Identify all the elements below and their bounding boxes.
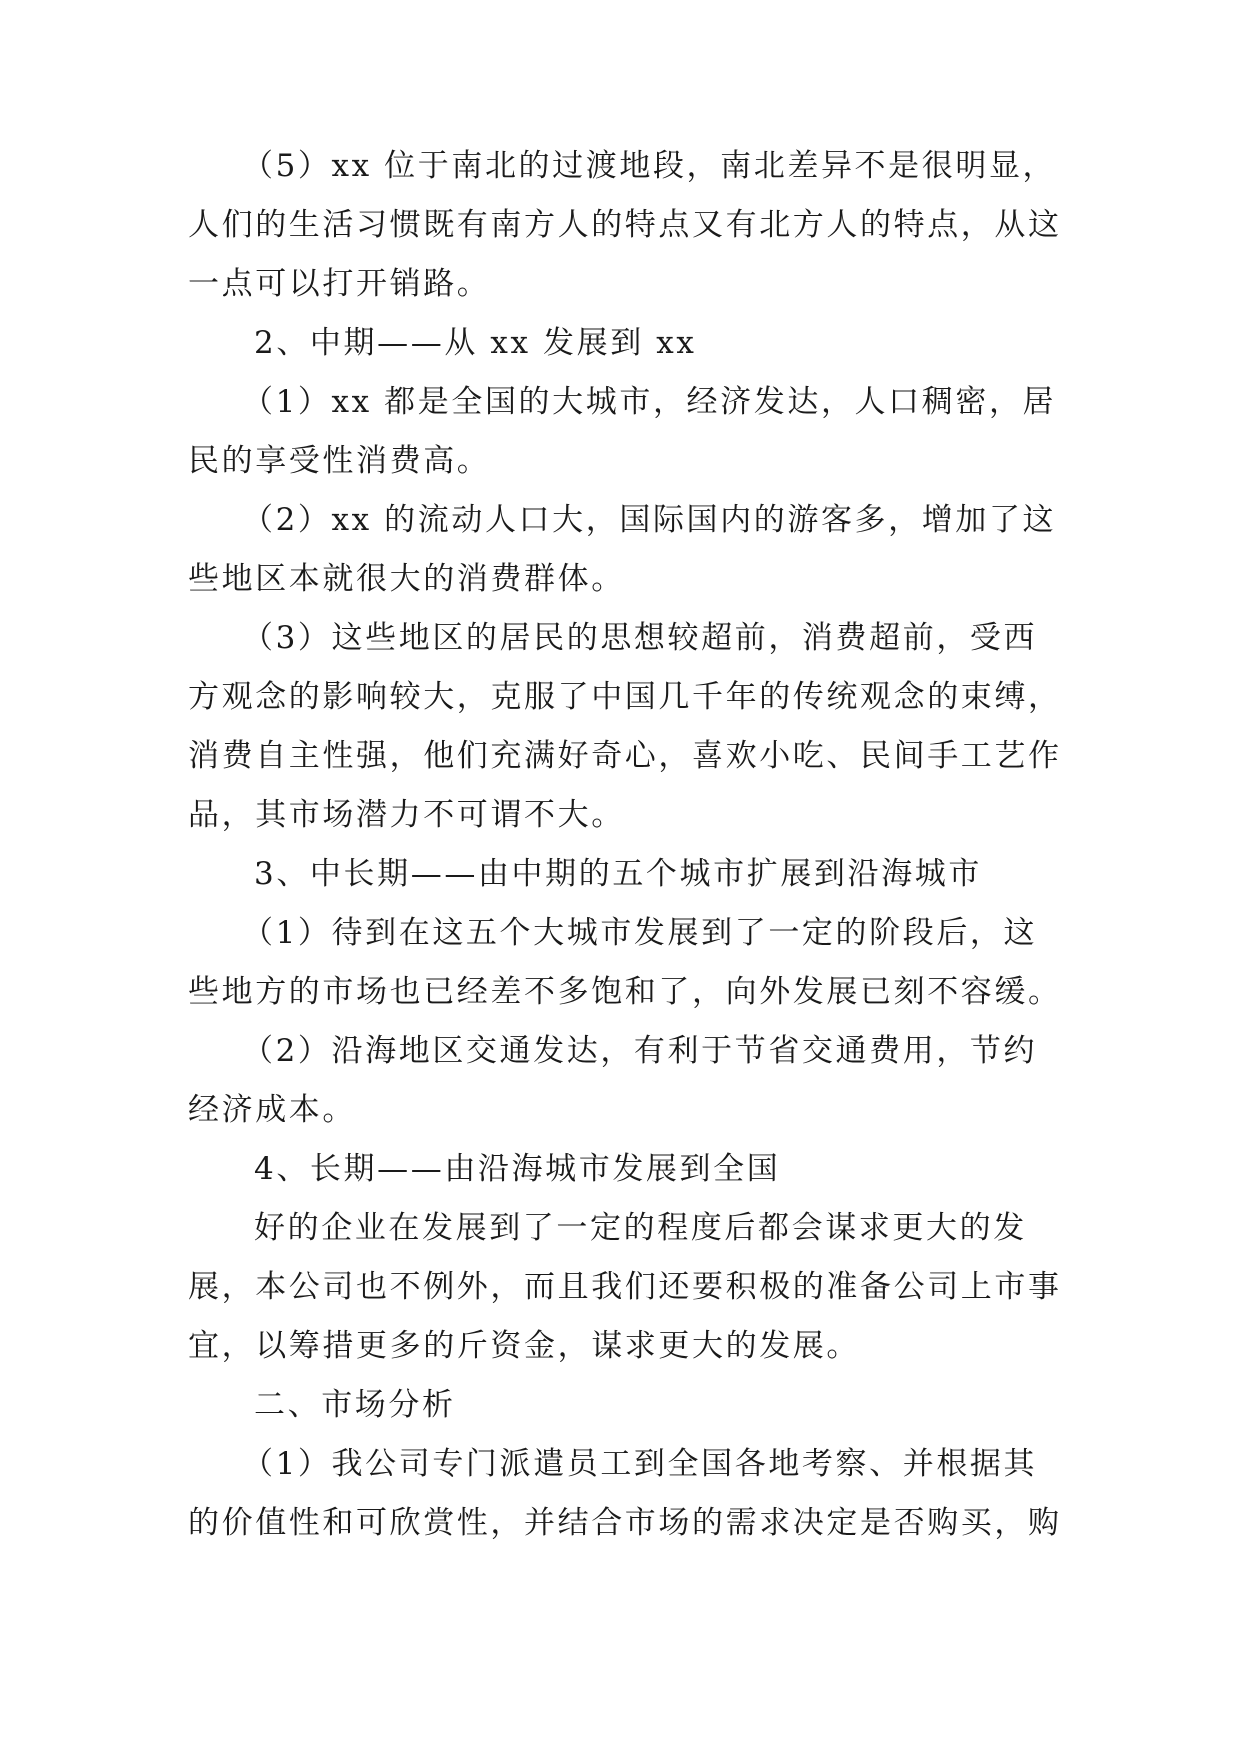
text-line: 经济成本。	[188, 1092, 356, 1128]
text-line: 的价值性和可欣赏性，并结合市场的需求决定是否购买，购	[188, 1505, 1062, 1541]
text-line: 些地区本就很大的消费群体。	[188, 561, 625, 597]
text-line: 民的享受性消费高。	[188, 443, 491, 479]
section-heading: 二、市场分析	[254, 1387, 456, 1423]
text-line: （1）我公司专门派遣员工到全国各地考察、并根据其	[242, 1446, 1038, 1482]
text-line: （2）沿海地区交通发达，有利于节省交通费用，节约	[242, 1033, 1038, 1069]
text-line: （1）xx 都是全国的大城市，经济发达，人口稠密，居	[242, 384, 1057, 420]
text-line: 消费自主性强，他们充满好奇心，喜欢小吃、民间手工艺作	[188, 738, 1062, 774]
text-line: 方观念的影响较大，克服了中国几千年的传统观念的束缚，	[188, 679, 1062, 715]
section-heading: 3、中长期——由中期的五个城市扩展到沿海城市	[254, 856, 982, 892]
section-heading: 4、长期——由沿海城市发展到全国	[254, 1151, 781, 1187]
text-line: （3）这些地区的居民的思想较超前，消费超前，受西	[242, 620, 1038, 656]
text-line: 宜，以筹措更多的斤资金，谋求更大的发展。	[188, 1328, 860, 1364]
text-line: （1）待到在这五个大城市发展到了一定的阶段后，这	[242, 915, 1038, 951]
text-line: 人们的生活习惯既有南方人的特点又有北方人的特点，从这	[188, 207, 1062, 243]
text-line: 品，其市场潜力不可谓不大。	[188, 797, 625, 833]
text-line: 些地方的市场也已经差不多饱和了，向外发展已刻不容缓。	[188, 974, 1062, 1010]
text-line: 一点可以打开销路。	[188, 266, 491, 302]
text-line: 展，本公司也不例外，而且我们还要积极的准备公司上市事	[188, 1269, 1062, 1305]
text-line: （5）xx 位于南北的过渡地段，南北差异不是很明显，	[242, 148, 1057, 184]
text-line: 好的企业在发展到了一定的程度后都会谋求更大的发	[254, 1210, 1027, 1246]
section-heading: 2、中期——从 xx 发展到 xx	[254, 325, 697, 361]
text-line: （2）xx 的流动人口大，国际国内的游客多，增加了这	[242, 502, 1057, 538]
